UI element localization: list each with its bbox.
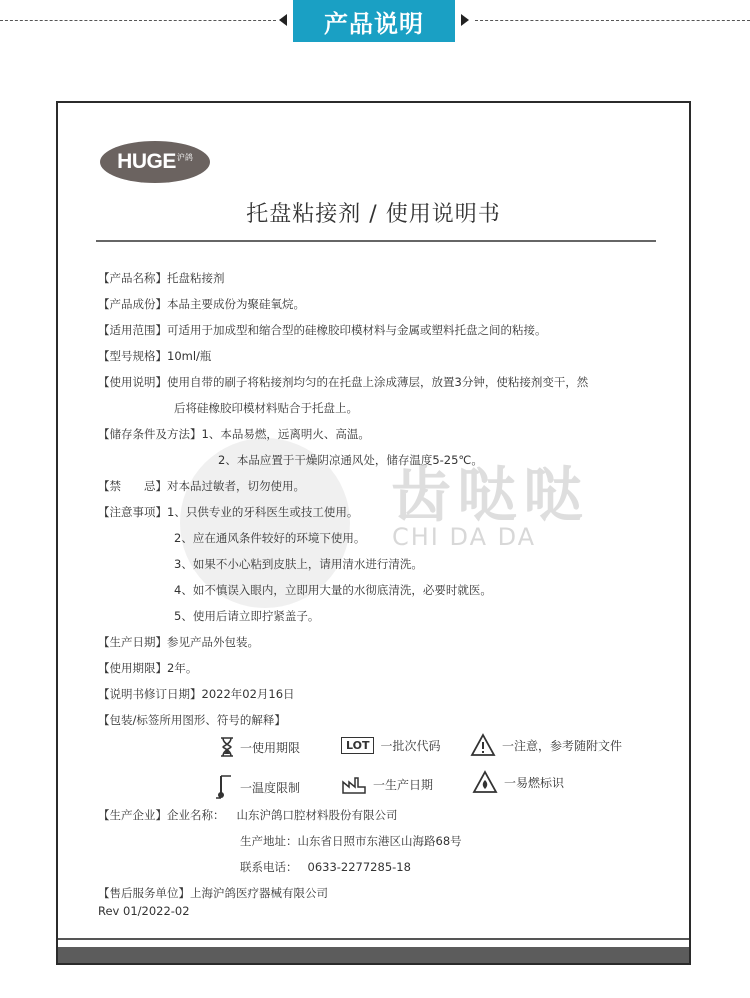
info-row-continuation bbox=[174, 400, 358, 416]
info-row bbox=[98, 504, 358, 520]
row-text: 3、如果不小心粘到皮肤上，请用清水进行清洗。 bbox=[174, 557, 423, 571]
row-label: 【禁 忌】 bbox=[98, 479, 167, 493]
brand-logo-text: HUGE bbox=[117, 150, 176, 173]
header-dashed-line-left bbox=[0, 20, 276, 21]
info-row bbox=[98, 426, 370, 442]
manufacturer-address-row bbox=[240, 833, 462, 849]
row-text: 对本品过敏者，切勿使用。 bbox=[167, 479, 305, 493]
flammable-icon bbox=[472, 770, 498, 794]
factory-icon bbox=[341, 774, 367, 794]
info-row bbox=[98, 634, 259, 650]
row-label: 【注意事项】 bbox=[98, 505, 167, 519]
row-label: 【使用说明】 bbox=[98, 375, 167, 389]
revision-text: Rev 01/2022-02 bbox=[98, 904, 190, 918]
watermark-chinese: 齿哒哒 bbox=[391, 461, 589, 531]
row-text: 1、本品易燃，远离明火、高温。 bbox=[201, 427, 370, 441]
row-label: 【生产企业】 bbox=[98, 808, 167, 822]
row-text: 2、本品应置于干燥阴凉通风处，储存温度5-25℃。 bbox=[218, 453, 483, 467]
info-row bbox=[98, 660, 197, 676]
symbol-text: 一易燃标识 bbox=[504, 775, 565, 790]
address-value: 山东省日照市东港区山海路68号 bbox=[297, 834, 462, 848]
row-label: 【售后服务单位】 bbox=[98, 886, 190, 900]
row-text: 上海沪鸽医疗器械有限公司 bbox=[190, 886, 328, 900]
row-text: 后将硅橡胶印模材料贴合于托盘上。 bbox=[174, 401, 358, 415]
document-title: 托盘粘接剂 / 使用说明书 bbox=[246, 202, 501, 227]
info-row bbox=[98, 270, 225, 286]
symbol-text: 一温度限制 bbox=[240, 780, 301, 795]
phone-value: 0633-2277285-18 bbox=[307, 860, 411, 874]
section-title: 产品说明 bbox=[293, 0, 455, 42]
row-label: 【产品名称】 bbox=[98, 271, 167, 285]
info-row-continuation bbox=[218, 452, 483, 468]
watermark-english: CHI DA DA bbox=[392, 523, 537, 551]
info-row bbox=[98, 686, 295, 702]
info-row bbox=[98, 374, 588, 390]
brand-logo-mark: 沪鸽 bbox=[176, 152, 193, 162]
lot-icon: LOT bbox=[341, 737, 374, 754]
symbol-manufacture-date bbox=[341, 774, 433, 794]
symbol-flammable bbox=[472, 770, 564, 794]
row-text: 5、使用后请立即拧紧盖子。 bbox=[174, 609, 320, 623]
address-label: 生产地址： bbox=[240, 834, 298, 848]
row-text: 10ml/瓶 bbox=[167, 349, 212, 363]
info-row-continuation bbox=[174, 608, 319, 624]
header-dashed-line-right bbox=[475, 20, 750, 21]
row-label: 【说明书修订日期】 bbox=[98, 687, 202, 701]
info-row bbox=[98, 322, 547, 338]
row-text: 参见产品外包装。 bbox=[167, 635, 259, 649]
title-divider bbox=[96, 240, 656, 242]
row-text: 2、应在通风条件较好的环境下使用。 bbox=[174, 531, 366, 545]
section-header bbox=[0, 0, 750, 44]
info-row-continuation bbox=[174, 556, 423, 572]
brand-logo bbox=[100, 141, 210, 183]
warning-triangle-icon bbox=[470, 733, 496, 757]
service-row bbox=[98, 885, 328, 901]
row-label: 【包装/标签所用图形、符号的解释】 bbox=[98, 713, 286, 727]
company-name: 山东沪鸽口腔材料股份有限公司 bbox=[236, 808, 398, 822]
row-text: 4、如不慎误入眼内，立即用大量的水彻底清洗，必要时就医。 bbox=[174, 583, 492, 597]
row-label: 【使用期限】 bbox=[98, 661, 167, 675]
symbol-text: 一生产日期 bbox=[373, 777, 434, 792]
triangle-right-icon bbox=[461, 14, 469, 26]
footer-rule bbox=[58, 938, 689, 940]
manufacturer-phone-row bbox=[240, 859, 411, 875]
company-name-label: 企业名称： bbox=[167, 808, 225, 822]
row-text: 2年。 bbox=[167, 661, 198, 675]
footer-bar bbox=[58, 947, 689, 963]
info-row bbox=[98, 296, 305, 312]
symbol-text: 一使用期限 bbox=[240, 740, 301, 755]
info-row-continuation bbox=[174, 530, 365, 546]
symbol-text: 一注意，参考随附文件 bbox=[502, 738, 623, 753]
thermometer-icon bbox=[216, 774, 234, 800]
info-row-continuation bbox=[174, 582, 492, 598]
triangle-left-icon bbox=[279, 14, 287, 26]
row-text: 托盘粘接剂 bbox=[167, 271, 225, 285]
row-text: 使用自带的刷子将粘接剂均匀的在托盘上涂成薄层，放置3分钟，使粘接剂变干，然 bbox=[167, 375, 589, 389]
row-label: 【适用范围】 bbox=[98, 323, 167, 337]
info-row bbox=[98, 348, 211, 364]
row-text: 1、只供专业的牙科医生或技工使用。 bbox=[167, 505, 359, 519]
row-text: 2022年02月16日 bbox=[201, 687, 295, 701]
row-text: 可适用于加成型和缩合型的硅橡胶印模材料与金属或塑料托盘之间的粘接。 bbox=[167, 323, 547, 337]
hourglass-icon bbox=[220, 737, 234, 757]
row-label: 【储存条件及方法】 bbox=[98, 427, 202, 441]
manufacturer-row bbox=[98, 807, 398, 823]
info-row bbox=[98, 478, 305, 494]
row-label: 【生产日期】 bbox=[98, 635, 167, 649]
row-label: 【型号规格】 bbox=[98, 349, 167, 363]
info-row bbox=[98, 712, 286, 728]
row-label: 【产品成份】 bbox=[98, 297, 167, 311]
instruction-sheet bbox=[56, 101, 691, 965]
symbol-text: 一批次代码 bbox=[380, 739, 441, 753]
symbol-expiry bbox=[220, 737, 300, 757]
symbol-temperature bbox=[216, 774, 300, 800]
symbol-caution bbox=[470, 733, 622, 757]
symbol-lot bbox=[341, 737, 441, 754]
row-text: 本品主要成份为聚硅氧烷。 bbox=[167, 297, 305, 311]
phone-label: 联系电话： bbox=[240, 860, 298, 874]
